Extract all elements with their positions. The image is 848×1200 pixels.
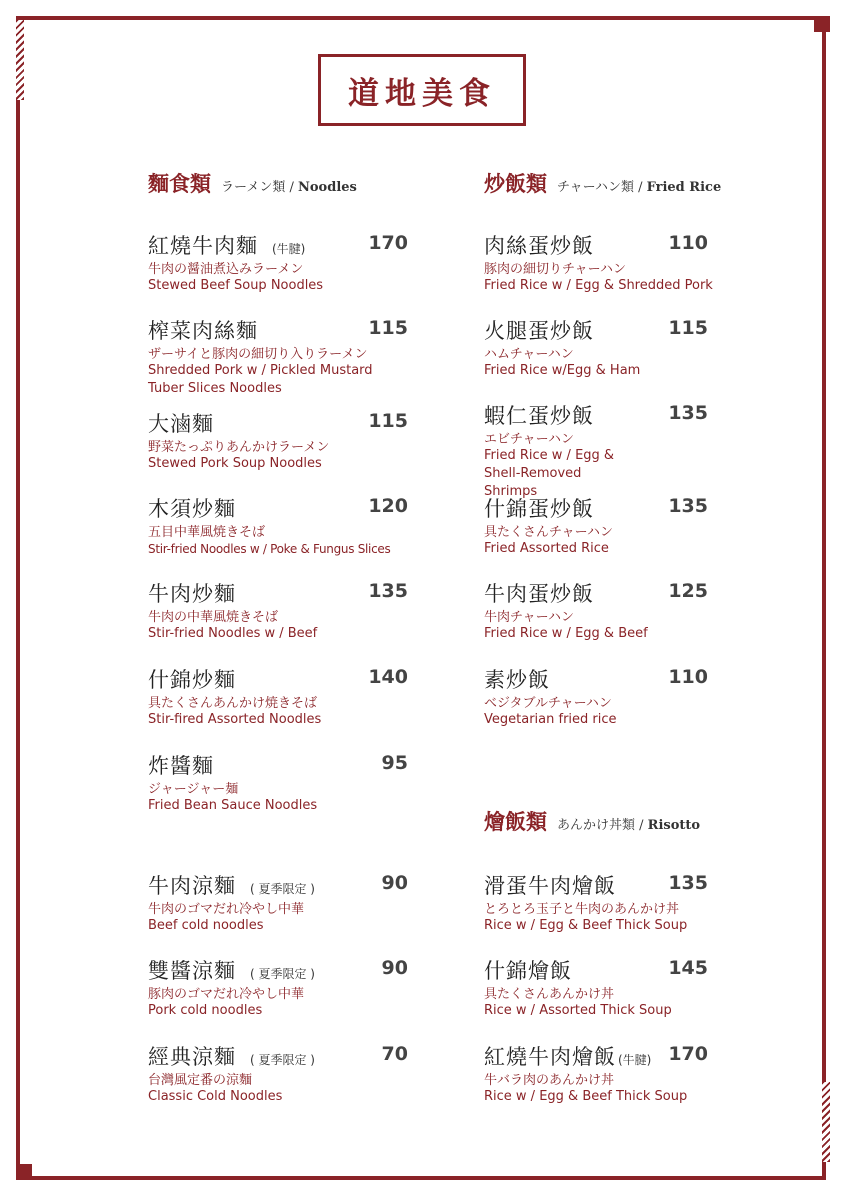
item-name-en: Fried Rice w / Egg & Beef [484, 626, 648, 641]
item-price: 135 [668, 495, 708, 517]
menu-item-fried-rice-2 [484, 400, 708, 499]
item-name-en: Vegetarian fried rice [484, 712, 617, 727]
item-price: 90 [381, 957, 408, 979]
item-name-ja: 具たくさんあんかけ焼きそば [148, 696, 318, 711]
item-name: 什錦炒麵 [148, 668, 236, 692]
item-name-ja: 野菜たっぷりあんかけラーメン [148, 440, 330, 455]
item-name-ja: 牛肉の中華風焼きそば [148, 610, 279, 625]
category-heading-noodles [148, 168, 357, 198]
menu-item-noodles-4 [148, 578, 408, 658]
item-name: 火腿蛋炒飯 [484, 319, 594, 343]
item-note: (牛腱) [618, 1053, 652, 1067]
menu-item-noodles-6 [148, 750, 408, 830]
item-name: 牛肉涼麵 [148, 874, 236, 898]
item-price: 115 [368, 410, 408, 432]
item-name-ja: 牛バラ肉のあんかけ丼 [484, 1073, 615, 1088]
item-price: 135 [668, 402, 708, 424]
item-price: 135 [668, 872, 708, 894]
item-name: 什錦蛋炒飯 [484, 497, 594, 521]
item-name-ja: 台灣風定番の涼麵 [148, 1073, 253, 1088]
menu-item-risotto-2 [484, 1041, 708, 1121]
category-en: Noodles [298, 180, 357, 195]
item-name-en: Fried Rice w/Egg & Ham [484, 363, 641, 378]
item-name: 什錦燴飯 [484, 959, 572, 983]
category-zh: 炒飯類 [484, 171, 547, 196]
item-price: 110 [668, 232, 708, 254]
item-price: 140 [368, 666, 408, 688]
category-zh: 麵食類 [148, 171, 211, 196]
item-name-en: Rice w / Assorted Thick Soup [484, 1003, 672, 1018]
item-name-en: Stir-fried Noodles w / Beef [148, 626, 318, 641]
item-price: 95 [381, 752, 408, 774]
item-name-ja: 具たくさんチャーハン [484, 525, 613, 540]
item-price: 90 [381, 872, 408, 894]
menu-title-box [318, 54, 526, 126]
item-name-ja: エビチャーハン [484, 432, 574, 447]
item-price: 115 [368, 317, 408, 339]
item-name: 肉絲蛋炒飯 [484, 234, 594, 258]
item-name-ja: 具たくさんあんかけ丼 [484, 987, 615, 1002]
item-name: 紅燒牛肉麵 [148, 234, 258, 258]
menu-item-cold-noodles-1 [148, 955, 408, 1035]
item-name-en: Stir-fried Noodles w / Poke & Fungus Slices [148, 542, 391, 556]
category-en: Risotto [647, 818, 701, 833]
menu-item-noodles-0 [148, 230, 408, 310]
menu-item-noodles-1 [148, 315, 408, 395]
category-heading-risotto [484, 806, 700, 836]
item-price: 120 [368, 495, 408, 517]
category-zh: 燴飯類 [484, 809, 547, 834]
item-name-en: Rice w / Egg & Beef Thick Soup [484, 918, 688, 933]
item-name-ja: ハムチャーハン [484, 347, 574, 362]
item-name: 素炒飯 [484, 668, 550, 692]
category-heading-fried-rice [484, 168, 721, 198]
menu-item-risotto-0 [484, 870, 708, 950]
item-name-ja: とろとろ玉子と牛肉のあんかけ丼 [484, 902, 680, 917]
menu-item-noodles-2 [148, 408, 408, 488]
hatch-ornament-bottom-right [822, 1082, 830, 1162]
item-name-en: Pork cold noodles [148, 1003, 263, 1018]
menu-title: 道地美食 [348, 75, 496, 112]
item-name-en: Fried Assorted Rice [484, 541, 609, 556]
item-name-en: Shredded Pork w / Pickled Mustard Tuber Slices Noodles [148, 363, 373, 396]
corner-ornament-bottom-left [16, 1164, 32, 1180]
item-name-en: Stir-fired Assorted Noodles [148, 712, 322, 727]
item-note: ( 夏季限定 ) [250, 967, 315, 981]
item-note: (牛腱) [272, 242, 306, 256]
item-price: 170 [668, 1043, 708, 1065]
category-en: Fried Rice [646, 180, 722, 195]
item-name-ja: 牛肉のゴマだれ冷やし中華 [148, 902, 305, 917]
item-name: 蝦仁蛋炒飯 [484, 404, 594, 428]
item-name-en: Rice w / Egg & Beef Thick Soup [484, 1089, 688, 1104]
category-ja: チャーハン類 / [557, 180, 647, 195]
item-name-en: Fried Bean Sauce Noodles [148, 798, 318, 813]
item-name: 紅燒牛肉燴飯 [484, 1045, 616, 1069]
item-name-en: Stewed Pork Soup Noodles [148, 456, 322, 471]
item-price: 125 [668, 580, 708, 602]
menu-item-risotto-1 [484, 955, 708, 1035]
item-price: 170 [368, 232, 408, 254]
item-name-ja: 豚肉のゴマだれ冷やし中華 [148, 987, 305, 1002]
menu-item-fried-rice-5 [484, 664, 708, 744]
menu-item-cold-noodles-0 [148, 870, 408, 950]
category-ja: ラーメン類 / [221, 180, 298, 195]
item-note: ( 夏季限定 ) [250, 882, 315, 896]
item-price: 110 [668, 666, 708, 688]
item-note: ( 夏季限定 ) [250, 1053, 315, 1067]
item-name-ja: 牛肉チャーハン [484, 610, 574, 625]
item-name: 榨菜肉絲麵 [148, 319, 258, 343]
category-ja: あんかけ丼類 / [557, 818, 648, 833]
item-name-ja: ジャージャー麺 [148, 782, 239, 797]
menu-item-noodles-5 [148, 664, 408, 744]
item-name: 牛肉炒麵 [148, 582, 236, 606]
item-price: 135 [368, 580, 408, 602]
menu-item-cold-noodles-2 [148, 1041, 408, 1121]
corner-ornament-top-right [814, 16, 830, 32]
menu-item-noodles-3 [148, 493, 408, 573]
item-name-en: Beef cold noodles [148, 918, 264, 933]
item-name-ja: ベジタブルチャーハン [484, 696, 612, 711]
item-name-en: Fried Rice w / Egg & Shredded Pork [484, 278, 713, 293]
item-name-en: Stewed Beef Soup Noodles [148, 278, 324, 293]
item-name: 滑蛋牛肉燴飯 [484, 874, 616, 898]
item-name: 經典涼麵 [148, 1045, 236, 1069]
item-name: 炸醬麵 [148, 754, 214, 778]
item-name-ja: 豚肉の細切りチャーハン [484, 262, 626, 277]
menu-item-fried-rice-3 [484, 493, 708, 573]
item-price: 145 [668, 957, 708, 979]
menu-item-fried-rice-4 [484, 578, 708, 658]
item-price: 115 [668, 317, 708, 339]
item-name-ja: 五目中華風焼きそば [148, 525, 266, 540]
menu-item-fried-rice-1 [484, 315, 708, 395]
item-name: 牛肉蛋炒飯 [484, 582, 594, 606]
menu-item-fried-rice-0 [484, 230, 713, 310]
hatch-ornament-top-left [16, 20, 24, 100]
item-name-en: Classic Cold Noodles [148, 1089, 283, 1104]
item-name: 木須炒麵 [148, 497, 236, 521]
item-name-ja: 牛肉の醤油煮込みラーメン [148, 262, 304, 277]
item-name-en: Fried Rice w / Egg & Shell-Removed Shrimps [484, 448, 615, 499]
item-price: 70 [381, 1043, 408, 1065]
item-name: 大滷麵 [148, 412, 214, 436]
item-name-ja: ザーサイと豚肉の細切り入りラーメン [148, 347, 368, 362]
item-name: 雙醬涼麵 [148, 959, 236, 983]
